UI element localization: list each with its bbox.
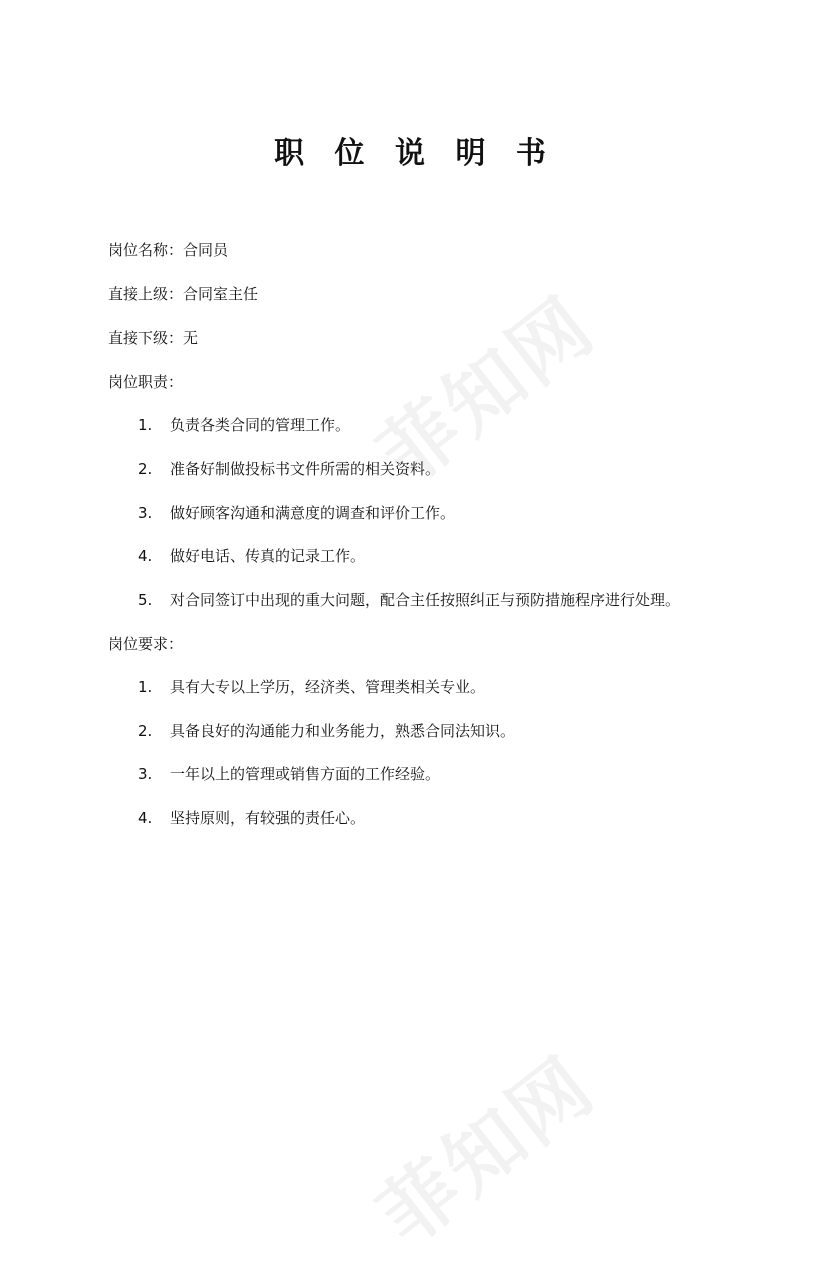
item-text: 对合同签订中出现的重大问题，配合主任按照纠正与预防措施程序进行处理。 xyxy=(170,591,681,609)
item-text: 一年以上的管理或销售方面的工作经验。 xyxy=(170,765,441,783)
duty-item xyxy=(138,458,440,480)
item-text: 负责各类合同的管理工作。 xyxy=(170,416,351,434)
requirement-item xyxy=(138,676,485,698)
duty-item xyxy=(138,414,350,436)
item-text: 做好电话、传真的记录工作。 xyxy=(170,547,366,565)
item-number: 2. xyxy=(138,460,153,478)
item-number: 3. xyxy=(138,765,153,783)
item-text: 做好顾客沟通和满意度的调查和评价工作。 xyxy=(170,504,456,522)
duties-heading: 岗位职责： xyxy=(108,373,184,391)
duty-item xyxy=(138,502,455,524)
requirements-heading: 岗位要求： xyxy=(108,635,184,653)
requirement-item xyxy=(138,807,365,829)
field-position-name xyxy=(108,239,228,261)
duty-item xyxy=(138,589,680,611)
item-number: 4. xyxy=(138,547,153,565)
item-number: 4. xyxy=(138,809,153,827)
item-number: 5. xyxy=(138,591,153,609)
watermark-logo-bottom: 菲知网 xyxy=(362,1040,612,1263)
item-number: 1. xyxy=(138,678,153,696)
item-number: 2. xyxy=(138,722,153,740)
field-label: 岗位名称： xyxy=(108,241,184,259)
field-value: 无 xyxy=(183,329,199,347)
item-number: 1. xyxy=(138,416,153,434)
requirement-item xyxy=(138,763,440,785)
item-text: 具有大专以上学历，经济类、管理类相关专业。 xyxy=(170,678,486,696)
item-text: 具备良好的沟通能力和业务能力，熟悉合同法知识。 xyxy=(170,722,516,740)
field-value: 合同员 xyxy=(183,241,229,259)
item-text: 坚持原则，有较强的责任心。 xyxy=(170,809,366,827)
duty-item xyxy=(138,545,365,567)
page-title: 职 位 说 明 书 xyxy=(274,136,556,171)
field-direct-superior xyxy=(108,283,258,305)
field-direct-subordinate xyxy=(108,327,198,349)
field-label: 直接下级： xyxy=(108,329,184,347)
item-number: 3. xyxy=(138,504,153,522)
field-label: 直接上级： xyxy=(108,285,184,303)
requirement-item xyxy=(138,720,515,742)
item-text: 准备好制做投标书文件所需的相关资料。 xyxy=(170,460,441,478)
field-value: 合同室主任 xyxy=(183,285,259,303)
watermark-logo: 菲知网 xyxy=(362,280,612,503)
